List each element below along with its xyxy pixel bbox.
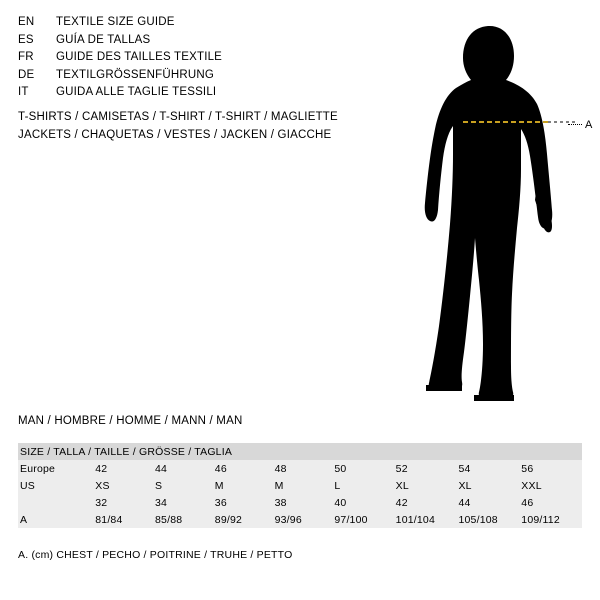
table-cell: 105/108 [456,511,519,528]
table-group-title: MAN / HOMBRE / HOMME / MANN / MAN [18,415,243,427]
table-cell: 85/88 [153,511,213,528]
measure-label-a [568,119,593,131]
table-row [18,477,582,494]
table-row [18,494,582,511]
language-row [18,69,418,87]
language-row [18,16,418,34]
language-code: DE [18,68,35,81]
language-row [18,86,418,104]
language-row [18,51,418,69]
table-cell: 44 [456,494,519,511]
table-cell: 93/96 [273,511,333,528]
silhouette-icon [400,14,600,404]
row-label [18,494,93,511]
male-silhouette-figure [400,14,600,404]
table-cell: 97/100 [332,511,393,528]
table-cell: XL [394,477,457,494]
table-header-label: SIZE / TALLA / TAILLE / GRÖSSE / TAGLIA [18,443,582,460]
category-jackets: JACKETS / CHAQUETAS / VESTES / JACKEN / GIACCHE [18,129,332,141]
table-cell: 48 [273,460,333,477]
table-cell: 32 [93,494,153,511]
table-cell: M [213,477,273,494]
row-label: Europe [18,460,93,477]
table-header-row [18,443,582,460]
table-cell: 42 [394,494,457,511]
table-cell: 109/112 [519,511,582,528]
category-tshirts: T-SHIRTS / CAMISETAS / T-SHIRT / T-SHIRT / MAGLIETTE [18,111,338,123]
table-cell: 44 [153,460,213,477]
leader-dash-icon [568,124,582,125]
language-row [18,34,418,52]
language-code: EN [18,16,35,28]
language-title: GUÍA DE TALLAS [56,33,151,46]
language-title: GUIDA ALLE TAGLIE TESSILI [56,86,217,98]
table-cell: 42 [93,460,153,477]
language-code: FR [18,51,34,63]
table-cell: 36 [213,494,273,511]
table-cell: S [153,477,213,494]
table-row [18,511,582,528]
garment-categories [18,111,438,147]
table-cell: 52 [394,460,457,477]
measure-label-text: A [585,119,593,131]
row-label: US [18,477,93,494]
row-label: A [18,511,93,528]
size-table [18,443,582,528]
table-row [18,460,582,477]
table-cell: 34 [153,494,213,511]
table-cell: 46 [519,494,582,511]
table-cell: 54 [456,460,519,477]
language-code: ES [18,33,34,46]
table-cell: XL [456,477,519,494]
language-title: GUIDE DES TAILLES TEXTILE [56,51,223,63]
table-cell: L [332,477,393,494]
language-title: TEXTILGRÖSSENFÜHRUNG [56,68,214,81]
language-code: IT [18,86,29,98]
table-cell: 81/84 [93,511,153,528]
language-list [18,16,418,104]
table-cell: XXL [519,477,582,494]
language-title: TEXTILE SIZE GUIDE [56,16,175,28]
table-footnote: A. (cm) CHEST / PECHO / POITRINE / TRUHE / PETTO [18,549,293,561]
table-cell: XS [93,477,153,494]
table-cell: 56 [519,460,582,477]
table-cell: 50 [332,460,393,477]
table-cell: 38 [273,494,333,511]
table-cell: 101/104 [394,511,457,528]
table-cell: 89/92 [213,511,273,528]
table-cell: M [273,477,333,494]
table-cell: 40 [332,494,393,511]
table-cell: 46 [213,460,273,477]
